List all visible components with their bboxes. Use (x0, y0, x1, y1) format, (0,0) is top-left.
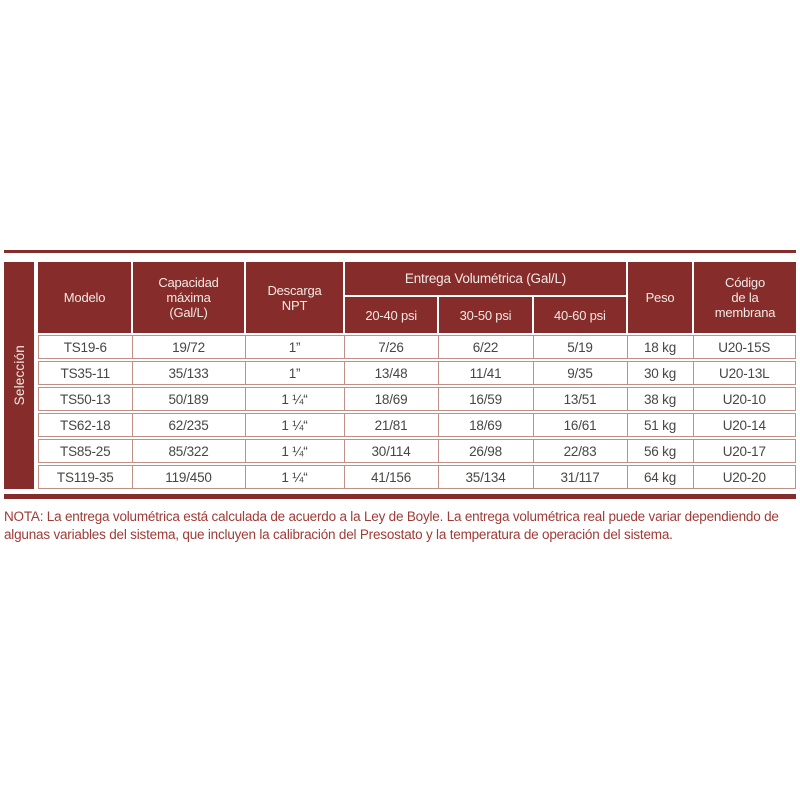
cell-psi-40-60: 16/61 (533, 414, 627, 436)
table-row (38, 335, 796, 359)
cell-modelo: TS35-11 (60, 365, 110, 381)
col-header-peso-label: Peso (645, 290, 675, 305)
cell-psi-20-40: 21/81 (344, 414, 438, 436)
cell-capacidad: 119/450 (132, 466, 245, 488)
col-header-codigo-line3: membrana (714, 305, 776, 320)
col-header-codigo-line1: Código (725, 275, 765, 290)
col-group-entrega-title: Entrega Volumétrica (Gal/L) (345, 262, 626, 295)
col-header-descarga-line1: Descarga (267, 282, 322, 298)
col-group-entrega (345, 262, 626, 333)
col-header-modelo (38, 262, 131, 333)
table-row (38, 413, 796, 437)
cell-modelo: TS119-35 (56, 469, 114, 485)
table-row (38, 439, 796, 463)
cell-capacidad: 35/133 (132, 362, 245, 384)
col-header-descarga (246, 262, 343, 333)
cell-psi-40-60: 9/35 (533, 362, 627, 384)
cell-codigo: U20-20 (693, 466, 796, 488)
col-header-capacidad (133, 262, 244, 333)
col-header-psi-20-40: 20-40 psi (345, 297, 437, 333)
cell-peso: 38 kg (627, 388, 693, 410)
table-row (38, 387, 796, 411)
col-header-peso (628, 262, 692, 333)
cell-codigo: U20-14 (693, 414, 796, 436)
table-main (38, 262, 796, 489)
col-header-psi-40-60: 40-60 psi (534, 297, 626, 333)
bottom-rule (4, 494, 796, 499)
cell-peso: 30 kg (627, 362, 693, 384)
table-row (38, 361, 796, 385)
col-header-psi-30-50: 30-50 psi (439, 297, 531, 333)
cell-psi-30-50: 6/22 (438, 336, 533, 358)
cell-psi-20-40: 41/156 (344, 466, 438, 488)
col-group-entrega-subheaders (345, 297, 626, 333)
cell-descarga: 1” (245, 336, 344, 358)
cell-capacidad: 19/72 (132, 336, 245, 358)
col-header-descarga-line2: NPT (281, 297, 308, 313)
selection-table (4, 262, 796, 489)
cell-psi-20-40: 18/69 (344, 388, 438, 410)
cell-descarga: 1” (245, 362, 344, 384)
cell-modelo: TS85-25 (60, 443, 111, 459)
cell-capacidad: 85/322 (132, 440, 245, 462)
top-rule (4, 250, 796, 253)
cell-codigo: U20-10 (693, 388, 796, 410)
cell-psi-40-60: 5/19 (533, 336, 627, 358)
cell-peso: 18 kg (627, 336, 693, 358)
cell-psi-30-50: 26/98 (438, 440, 533, 462)
cell-psi-40-60: 22/83 (533, 440, 627, 462)
cell-descarga: 1 ¼“ (245, 440, 344, 462)
col-header-modelo-label: Modelo (63, 290, 106, 305)
cell-capacidad: 62/235 (132, 414, 245, 436)
cell-psi-30-50: 18/69 (438, 414, 533, 436)
side-label-text: Selección (11, 345, 27, 406)
cell-descarga: 1 ¼“ (245, 466, 344, 488)
table-header (38, 262, 796, 333)
cell-psi-30-50: 35/134 (438, 466, 533, 488)
cell-psi-30-50: 16/59 (438, 388, 533, 410)
col-header-capacidad-line3: (Gal/L) (169, 305, 208, 320)
cell-peso: 64 kg (627, 466, 693, 488)
cell-modelo: TS19-6 (63, 339, 107, 355)
cell-peso: 56 kg (627, 440, 693, 462)
col-header-codigo-line2: de la (731, 290, 759, 305)
cell-modelo: TS62-18 (60, 417, 111, 433)
cell-codigo: U20-13L (693, 362, 796, 384)
cell-capacidad: 50/189 (132, 388, 245, 410)
col-header-capacidad-line2: máxima (166, 290, 211, 305)
cell-psi-20-40: 7/26 (344, 336, 438, 358)
note-text: NOTA: La entrega volumétrica está calculada de acuerdo a la Ley de Boyle. La entrega volumétrica real puede variar dependiendo de algunas variables del sistema, que incluyen la calibración del Presostato y la temperatura de operación del sistema. (4, 509, 779, 542)
cell-modelo: TS50-13 (60, 391, 111, 407)
col-header-capacidad-line1: Capacidad (158, 275, 219, 290)
cell-codigo: U20-17 (693, 440, 796, 462)
cell-psi-40-60: 13/51 (533, 388, 627, 410)
cell-codigo: U20-15S (693, 336, 796, 358)
cell-psi-40-60: 31/117 (533, 466, 627, 488)
table-row (38, 465, 796, 489)
cell-descarga: 1 ¼“ (245, 414, 344, 436)
col-header-codigo (694, 262, 796, 333)
cell-psi-30-50: 11/41 (438, 362, 533, 384)
cell-peso: 51 kg (627, 414, 693, 436)
cell-psi-20-40: 13/48 (344, 362, 438, 384)
cell-descarga: 1 ¼“ (245, 388, 344, 410)
cell-psi-20-40: 30/114 (344, 440, 438, 462)
table-side-label (4, 262, 34, 489)
